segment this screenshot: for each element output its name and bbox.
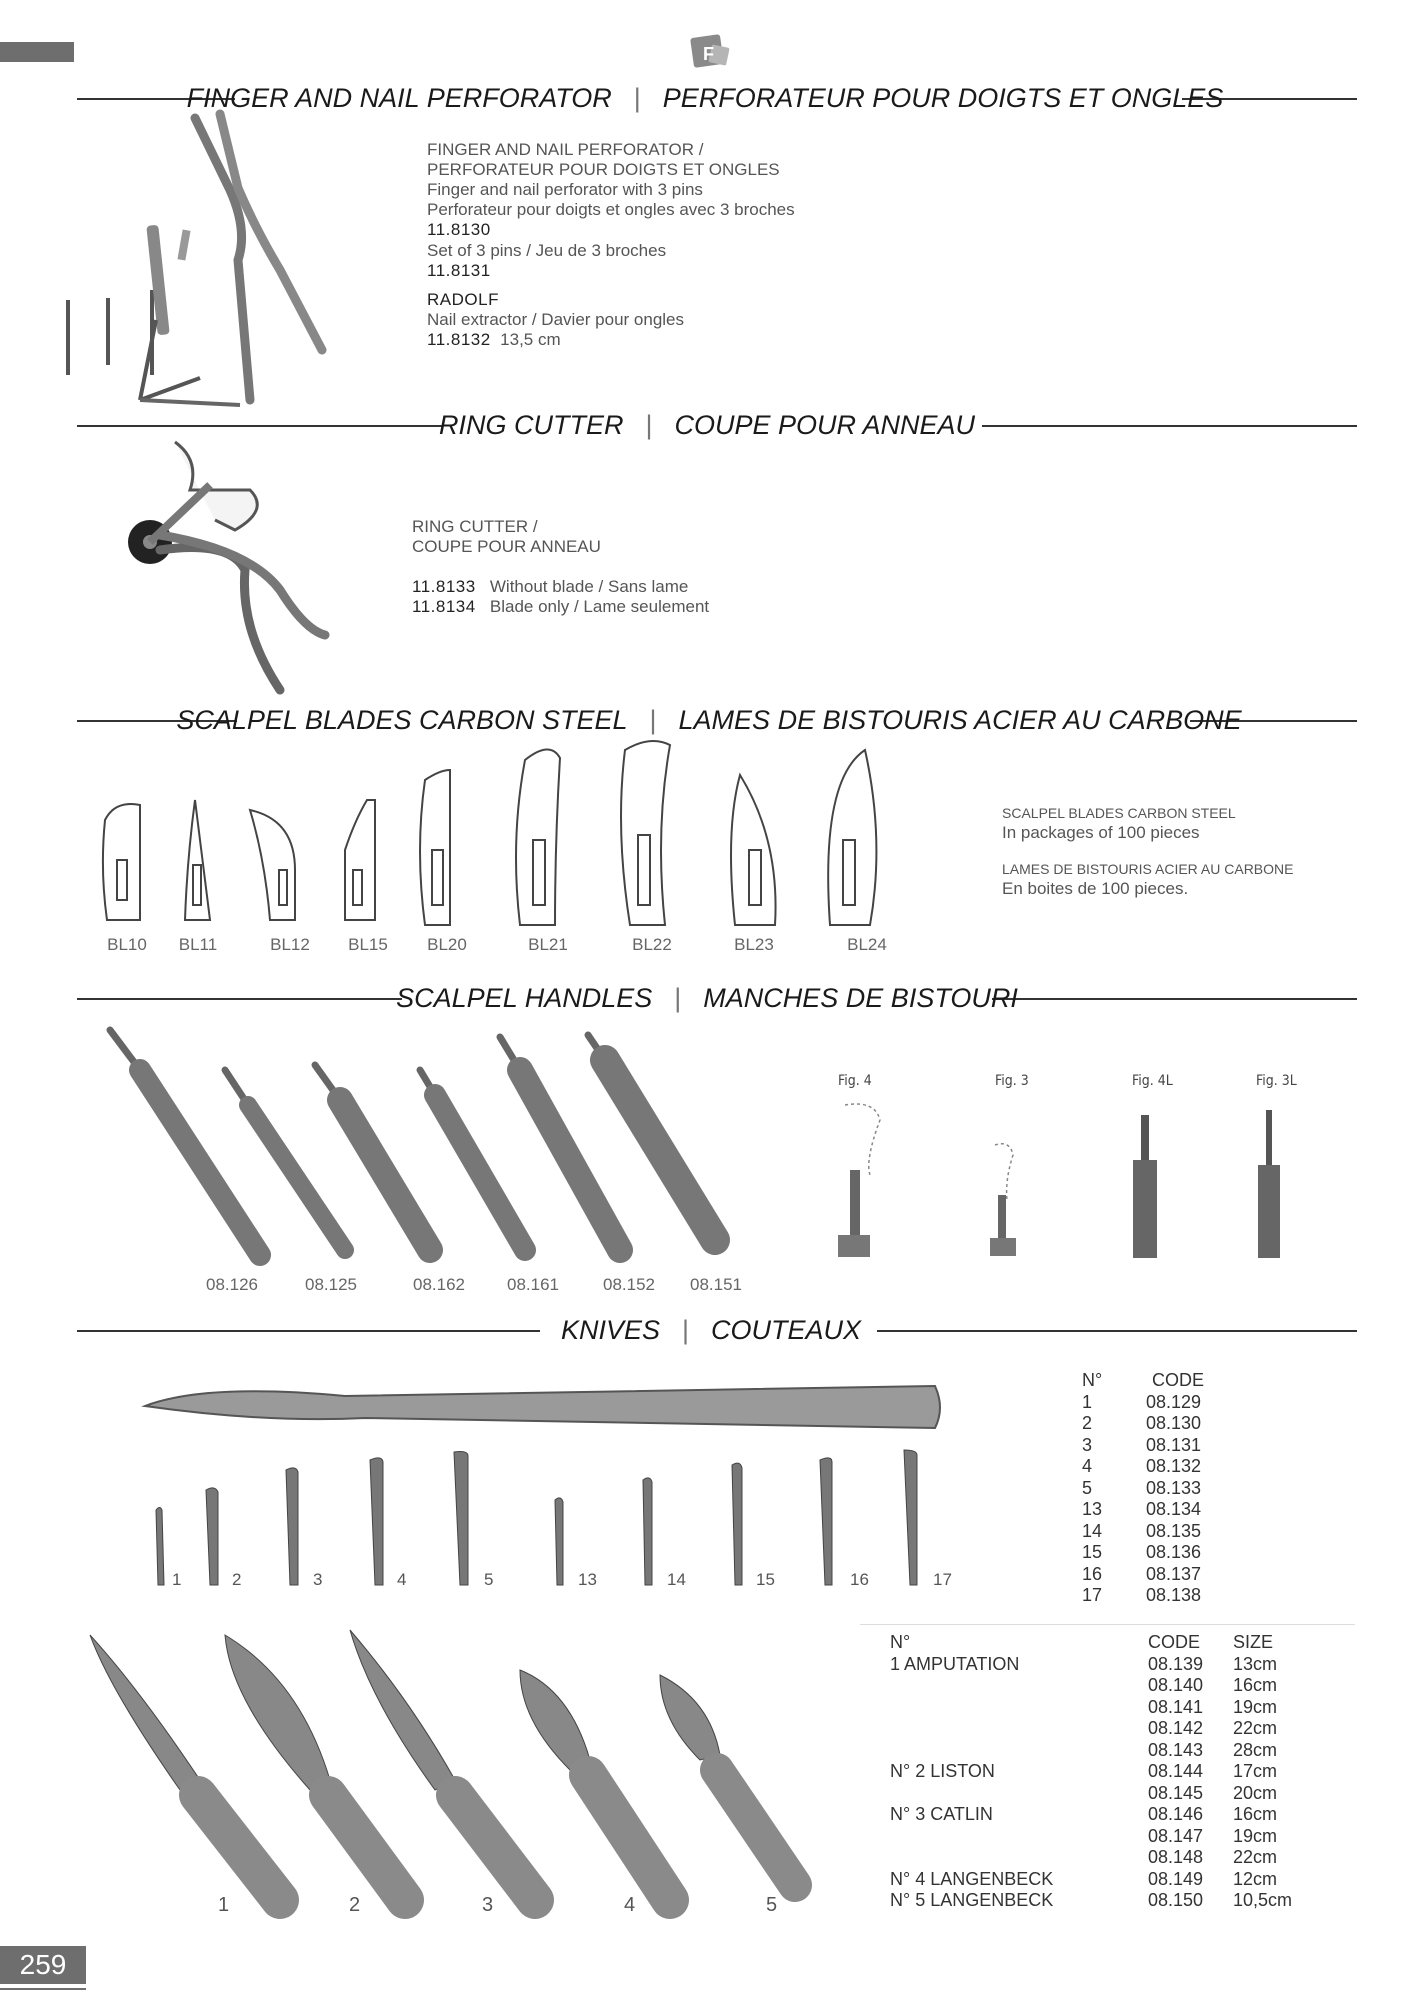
nail-line4: Perforateur pour doigts et ongles avec 3 broches <box>427 200 795 219</box>
blades-info <box>1002 803 1293 899</box>
nail-code3: 11.8132 <box>427 330 491 349</box>
handle-code: 08.162 <box>413 1275 465 1294</box>
table-row: 5 08.133 <box>1082 1477 1202 1498</box>
table-row: N° 3 CATLIN 08.146 16cm <box>890 1804 1278 1824</box>
title-en: RING CUTTER <box>438 410 624 440</box>
blades-info4: En boites de 100 pieces. <box>1002 879 1189 898</box>
table-row: 08.145 20cm <box>1148 1782 1278 1803</box>
blade-label: BL22 <box>632 935 672 954</box>
table-row: 1 AMPUTATION 08.139 13cm <box>890 1653 1278 1674</box>
fig-label: Fig. 4 <box>838 1073 872 1089</box>
corner-bar <box>0 42 74 62</box>
svg-text:F: F <box>703 44 714 64</box>
table-row: 3 08.131 <box>1082 1434 1202 1455</box>
table-row: N° 4 LANGENBECK 08.149 12cm <box>890 1868 1278 1889</box>
small-knife-label: 2 <box>232 1570 242 1589</box>
table-header: N° CODE SIZE <box>890 1632 1274 1652</box>
table-row: 16 08.137 <box>1082 1563 1202 1584</box>
blade-label: BL24 <box>847 935 887 954</box>
ring-code1: 11.8133 <box>412 577 476 596</box>
table-row: 08.142 22cm <box>1148 1718 1278 1738</box>
title-fr: MANCHES DE BISTOURI <box>703 983 1018 1013</box>
nail-code2: 11.8131 <box>427 261 491 280</box>
fig-label: Fig. 3L <box>1256 1073 1297 1089</box>
table-row: 08.148 22cm <box>1148 1847 1278 1867</box>
nail-line2: PERFORATEUR POUR DOIGTS ET ONGLES <box>427 160 780 179</box>
nail-code1: 11.8130 <box>427 220 491 239</box>
amputation-knives-table <box>890 1632 1292 1912</box>
table-row: 1 08.129 <box>1082 1391 1202 1412</box>
blade-label: BL11 <box>178 935 218 954</box>
ring-description <box>412 517 709 617</box>
big-knife-label: 3 <box>482 1894 494 1916</box>
handle-figures-illustration <box>835 1100 1305 1260</box>
title-fr: COUPE POUR ANNEAU <box>674 410 976 440</box>
nail-line6: Nail extractor / Davier pour ongles <box>427 310 685 329</box>
big-knife-label: 4 <box>624 1894 636 1916</box>
title-en: SCALPEL BLADES CARBON STEEL <box>176 705 628 735</box>
title-en: SCALPEL HANDLES <box>396 983 653 1013</box>
amputation-knives-illustration <box>80 1630 840 1920</box>
ring-desc1: Without blade / Sans lame <box>489 577 689 596</box>
section-header-knives: KNIVES | COUTEAUX <box>77 1310 1357 1350</box>
scalpel-handles-illustration <box>100 1025 740 1265</box>
section-header-handles: SCALPEL HANDLES | MANCHES DE BISTOURI <box>77 978 1357 1018</box>
ring-line1: RING CUTTER / <box>412 517 538 536</box>
scalpel-blades-illustration <box>95 740 895 930</box>
blade-label: BL23 <box>734 935 774 954</box>
table-header: N° CODE <box>1082 1370 1205 1390</box>
handle-code: 08.161 <box>507 1275 559 1294</box>
table-row: 08.140 16cm <box>1148 1675 1278 1695</box>
table-row: 08.141 19cm <box>1148 1696 1278 1717</box>
fig-label: Fig. 3 <box>995 1073 1029 1089</box>
blade-label: BL10 <box>107 935 147 954</box>
blade-label: BL15 <box>348 935 388 954</box>
ring-code2: 11.8134 <box>412 597 476 616</box>
small-knife-label: 13 <box>578 1570 597 1589</box>
ring-desc2: Blade only / Lame seulement <box>489 597 710 616</box>
page-number: 259 <box>0 1946 86 1984</box>
nail-size3: 13,5 cm <box>500 330 561 349</box>
handle-code: 08.152 <box>603 1275 655 1294</box>
big-knife-label: 5 <box>766 1894 778 1916</box>
blade-label: BL12 <box>270 935 310 954</box>
section-header-ring: RING CUTTER | COUPE POUR ANNEAU <box>77 405 1357 445</box>
table-row: 2 08.130 <box>1082 1413 1202 1433</box>
title-en: KNIVES <box>560 1315 660 1345</box>
section-header-blades: SCALPEL BLADES CARBON STEEL | LAMES DE BISTOURIS ACIER AU CARBONE <box>77 700 1357 740</box>
table-row: N° 5 LANGENBECK 08.150 10,5cm <box>890 1890 1293 1910</box>
blades-info1: SCALPEL BLADES CARBON STEEL <box>1002 805 1236 821</box>
large-knife-illustration <box>145 1378 945 1438</box>
table-row: 08.147 19cm <box>1148 1825 1278 1846</box>
handle-code: 08.126 <box>206 1275 258 1294</box>
nail-perforator-illustration <box>60 110 330 415</box>
nail-description <box>427 140 795 350</box>
table-row: 14 08.135 <box>1082 1520 1202 1541</box>
blades-info2: In packages of 100 pieces <box>1002 823 1200 842</box>
section-header-nail: FINGER AND NAIL PERFORATOR | PERFORATEUR POUR DOIGTS ET ONGLES <box>77 78 1357 118</box>
small-knife-label: 3 <box>313 1570 323 1589</box>
divider <box>860 1624 1355 1625</box>
small-knife-label: 16 <box>850 1570 869 1589</box>
nail-line1: FINGER AND NAIL PERFORATOR / <box>427 140 704 159</box>
title-en: FINGER AND NAIL PERFORATOR <box>186 83 612 113</box>
table-row: 17 08.138 <box>1082 1585 1202 1605</box>
big-knife-label: 2 <box>349 1894 361 1916</box>
blade-label: BL20 <box>427 935 467 954</box>
small-knife-label: 17 <box>933 1570 952 1589</box>
nail-line5: Set of 3 pins / Jeu de 3 broches <box>427 241 667 260</box>
table-row: 15 08.136 <box>1082 1542 1202 1562</box>
fig-label: Fig. 4L <box>1132 1073 1173 1089</box>
knives-code-table <box>1082 1370 1204 1607</box>
table-row: 08.143 28cm <box>1148 1739 1278 1760</box>
big-knife-label: 1 <box>218 1894 230 1916</box>
small-knife-label: 14 <box>667 1570 686 1589</box>
table-row: 13 08.134 <box>1082 1499 1202 1519</box>
nail-radolf: RADOLF <box>427 290 499 309</box>
small-knife-label: 4 <box>397 1570 407 1589</box>
page-number-underline <box>0 1988 86 1990</box>
title-fr: PERFORATEUR POUR DOIGTS ET ONGLES <box>662 83 1224 113</box>
ring-cutter-illustration <box>120 430 350 695</box>
ring-line2: COUPE POUR ANNEAU <box>412 537 601 556</box>
small-knife-label: 1 <box>172 1570 182 1589</box>
small-knives-illustration <box>140 1450 940 1590</box>
nail-line3: Finger and nail perforator with 3 pins <box>427 180 703 199</box>
small-knife-label: 15 <box>756 1570 775 1589</box>
title-fr: LAMES DE BISTOURIS ACIER AU CARBONE <box>678 705 1242 735</box>
small-knife-label: 5 <box>484 1570 494 1589</box>
title-fr: COUTEAUX <box>711 1315 862 1345</box>
blade-label: BL21 <box>528 935 568 954</box>
blades-info3: LAMES DE BISTOURIS ACIER AU CARBONE <box>1002 861 1294 877</box>
handle-code: 08.125 <box>305 1275 357 1294</box>
brand-logo-icon <box>688 30 734 70</box>
table-row: N° 2 LISTON 08.144 17cm <box>890 1761 1278 1781</box>
handle-code: 08.151 <box>690 1275 742 1294</box>
table-row: 4 08.132 <box>1082 1456 1202 1476</box>
